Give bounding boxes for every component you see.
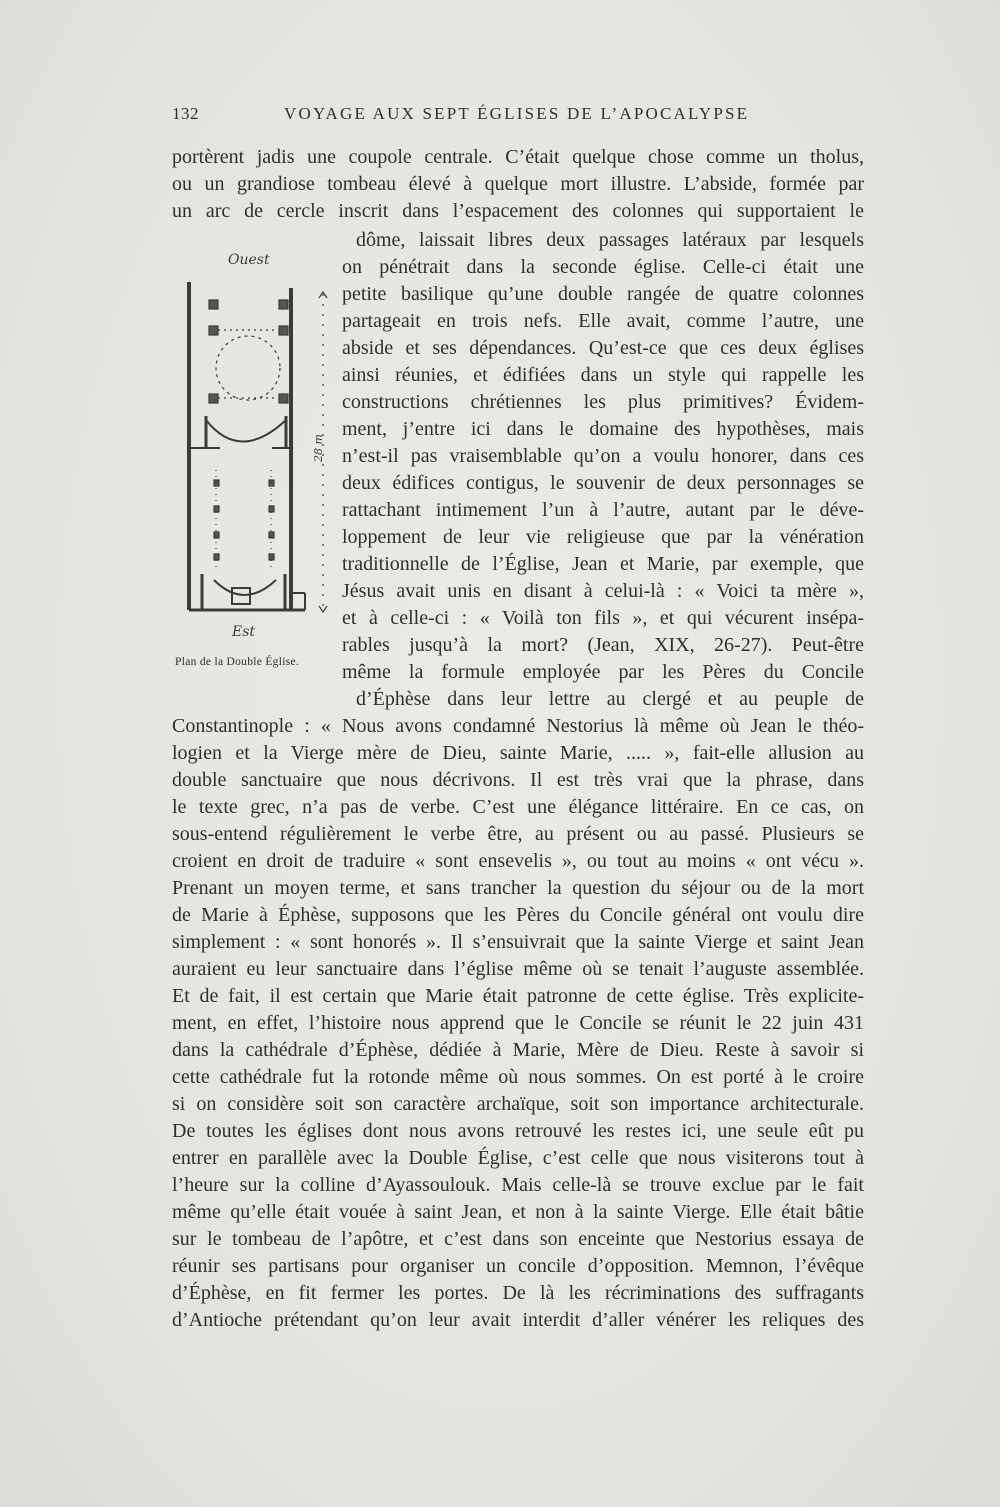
text-line: dans la cathédrale d’Éphèse, dédiée à Marie, Mère de Dieu. Reste à savoir si	[172, 1039, 864, 1061]
text-line: deux édifices contigus, le souvenir de deux personnages se	[342, 472, 864, 494]
text-line: même la formule employée par les Pères du Concile	[342, 661, 864, 683]
text-line: Jésus avait unis en disant à celui-là : « Voici ta mère »,	[342, 580, 864, 602]
text-line: auraient eu leur sanctuaire dans l’église même où se tenait l’auguste assemblée.	[172, 958, 864, 980]
text-line: loppement de leur vie religieuse que par la vénération	[342, 526, 864, 548]
text-line: Constantinople : « Nous avons condamné Nestorius là même où Jean le théo-	[172, 715, 864, 737]
text-line: traditionnelle de l’Église, Jean et Marie, par exemple, que	[342, 553, 864, 575]
text-line: portèrent jadis une coupole centrale. C’était quelque chose comme un tholus,	[172, 146, 864, 168]
running-title: VOYAGE AUX SEPT ÉGLISES DE L’APOCALYPSE	[284, 104, 750, 123]
text-line: on pénétrait dans la seconde église. Celle-ci était une	[342, 256, 864, 278]
text-line: petite basilique qu’une double rangée de quatre colonnes	[342, 283, 864, 305]
text-line: rables jusqu’à la mort? (Jean, XIX, 26-27). Peut-être	[342, 634, 864, 656]
text-line: cette cathédrale fut la rotonde même où nous sommes. On est porté à le croire	[172, 1066, 864, 1088]
text-line: le texte grec, n’a pas de verbe. C’est une élégance littéraire. En ce cas, on	[172, 796, 864, 818]
text-line: entrer en parallèle avec la Double Église, c’est celle que nous visiterons tout à	[172, 1147, 864, 1169]
text-line: sous-entend régulièrement le verbe être, au présent ou au passé. Plusieurs se	[172, 823, 864, 845]
floor-plan-drawing	[180, 248, 340, 648]
text-line: simplement : « sont honorés ». Il s’ensuivrait que la sainte Vierge et saint Jean	[172, 931, 864, 953]
text-line: ou un grandiose tombeau élevé à quelque mort illustre. L’abside, formée par	[172, 173, 864, 195]
text-line: ment, en effet, l’histoire nous apprend que le Concile se réunit le 22 juin 431	[172, 1012, 864, 1034]
text-line: l’heure sur la colline d’Ayassoulouk. Mais celle-là se trouve exclue par le fait	[172, 1174, 864, 1196]
text-line: partageait en trois nefs. Elle avait, comme l’autre, une	[342, 310, 864, 332]
text-line: croient en droit de traduire « sont ensevelis », ou tout au moins « ont vécu ».	[172, 850, 864, 872]
text-line: rattachant intimement l’un à l’autre, autant par le déve-	[342, 499, 864, 521]
text-line: ment, j’entre ici dans le domaine des hypothèses, mais	[342, 418, 864, 440]
page-number: 132	[172, 104, 199, 123]
text-line: un arc de cercle inscrit dans l’espacement des colonnes qui supportaient le	[172, 200, 864, 222]
text-line: réunir ses partisans pour organiser un concile d’opposition. Memnon, l’évêque	[172, 1255, 864, 1277]
figure-label-ouest: Ouest	[228, 252, 270, 268]
text-line: Et de fait, il est certain que Marie était patronne de cette église. Très explicite-	[172, 985, 864, 1007]
text-line: même qu’elle était vouée à saint Jean, et non à la sainte Vierge. Elle était bâtie	[172, 1201, 864, 1223]
text-line: dôme, laissait libres deux passages latéraux par lesquels	[356, 229, 864, 251]
figure-label-est: Est	[232, 624, 256, 640]
text-line: n’est-il pas vraisemblable qu’on a voulu honorer, dans ces	[342, 445, 864, 467]
text-line: De toutes les églises dont nous avons retrouvé les restes ici, une seule eût pu	[172, 1120, 864, 1142]
text-line: d’Éphèse, en fit fermer les portes. De là les récriminations des suffragants	[172, 1282, 864, 1304]
page-header	[172, 104, 864, 134]
text-line: si on considère soit son caractère archaïque, soit son importance architecturale.	[172, 1093, 864, 1115]
text-line: ainsi réunies, et édifiées dans un style qui rappelle les	[342, 364, 864, 386]
text-line: d’Antioche prétendant qu’on leur avait interdit d’aller vénérer les reliques des	[172, 1309, 864, 1331]
floor-plan-figure	[180, 248, 340, 648]
text-line: logien et la Vierge mère de Dieu, sainte Marie, ..... », fait-elle allusion au	[172, 742, 864, 764]
text-line: constructions chrétiennes les plus primitives? Évidem-	[342, 391, 864, 413]
figure-caption: Plan de la Double Église.	[175, 656, 300, 668]
text-line: de Marie à Éphèse, supposons que les Pères du Concile général ont voulu dire	[172, 904, 864, 926]
dimension-label: 28 m	[312, 434, 325, 462]
text-line: Prenant un moyen terme, et sans trancher la question du séjour ou de la mort	[172, 877, 864, 899]
text-line: abside et ses dépendances. Qu’est-ce que ces deux églises	[342, 337, 864, 359]
text-line: double sanctuaire que nous décrivons. Il est très vrai que la phrase, dans	[172, 769, 864, 791]
text-line: sur le tombeau de l’apôtre, et c’est dans son enceinte que Nestorius essaya de	[172, 1228, 864, 1250]
text-line: et à celle-ci : « Voilà ton fils », et qui vécurent insépa-	[342, 607, 864, 629]
text-line: d’Éphèse dans leur lettre au clergé et au peuple de	[356, 688, 864, 710]
